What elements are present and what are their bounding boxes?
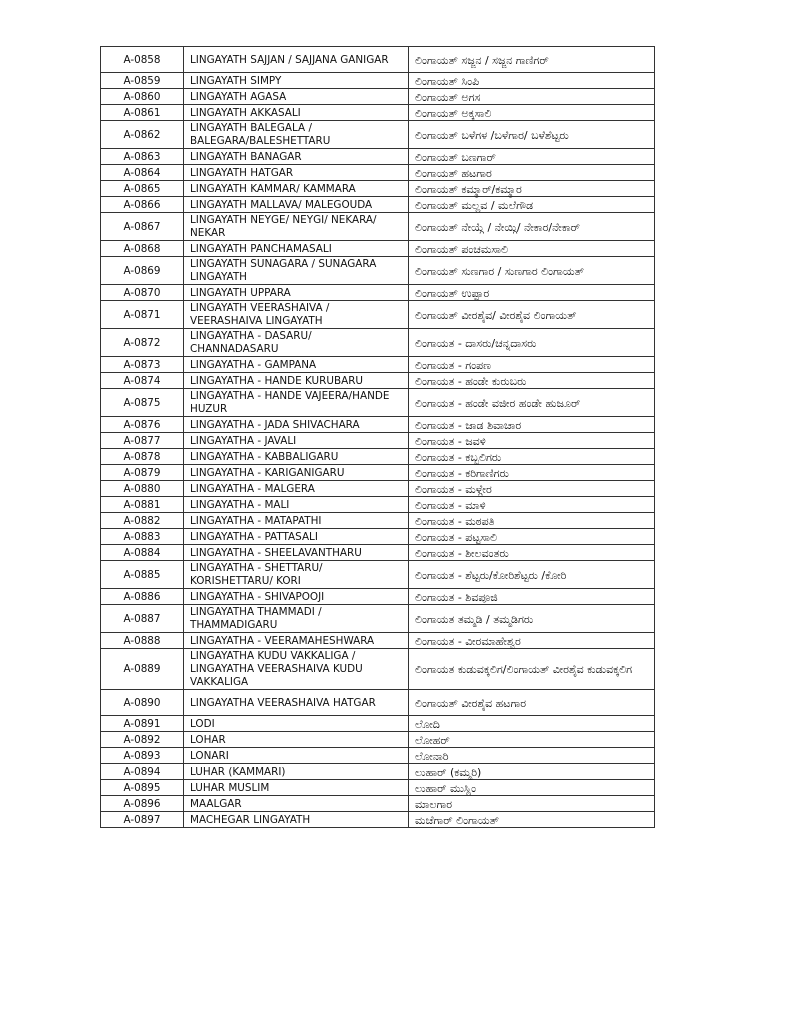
- row-english-name: LUHAR MUSLIM: [184, 780, 409, 796]
- row-kannada-name: ಲಿಂಗಾಯತ - ಪಟ್ಟಸಾಲಿ: [409, 529, 655, 545]
- row-code: A-0886: [101, 589, 184, 605]
- row-code: A-0879: [101, 465, 184, 481]
- row-english-name: LINGAYATHA - KABBALIGARU: [184, 449, 409, 465]
- row-kannada-name: ಲಿಂಗಾಯತ್ ಸಿಂಪಿ: [409, 73, 655, 89]
- table-row: [101, 465, 655, 481]
- row-code: A-0895: [101, 780, 184, 796]
- row-code: A-0873: [101, 357, 184, 373]
- row-code: A-0880: [101, 481, 184, 497]
- row-kannada-name: ಲುಹಾರ್ ಮುಸ್ಲಿಂ: [409, 780, 655, 796]
- row-english-name: LINGAYATHA VEERASHAIVA HATGAR: [184, 690, 409, 716]
- table-row: [101, 449, 655, 465]
- row-code: A-0893: [101, 748, 184, 764]
- row-code: A-0897: [101, 812, 184, 828]
- row-english-name: LINGAYATH BALEGALA / BALEGARA/BALESHETTARU: [184, 121, 409, 149]
- row-english-name: LINGAYATHA - KARIGANIGARU: [184, 465, 409, 481]
- row-kannada-name: ಲಿಂಗಾಯತ - ಶೀಲವಂತರು: [409, 545, 655, 561]
- row-english-name: LINGAYATH SAJJAN / SAJJANA GANIGAR: [184, 47, 409, 73]
- row-english-name: LINGAYATHA - MALI: [184, 497, 409, 513]
- row-code: A-0862: [101, 121, 184, 149]
- table-row: [101, 748, 655, 764]
- row-code: A-0860: [101, 89, 184, 105]
- table-row: [101, 105, 655, 121]
- row-code: A-0876: [101, 417, 184, 433]
- row-kannada-name: ಲಿಂಗಾಯತ್ ಬಳೆಗಳ /ಬಳೆಗಾರ/ ಬಳೆಶೆಟ್ಟರು: [409, 121, 655, 149]
- row-code: A-0889: [101, 649, 184, 690]
- table-row: [101, 561, 655, 589]
- row-code: A-0866: [101, 197, 184, 213]
- table-row: [101, 329, 655, 357]
- row-code: A-0868: [101, 241, 184, 257]
- row-code: A-0882: [101, 513, 184, 529]
- row-english-name: LINGAYATHA - VEERAMAHESHWARA: [184, 633, 409, 649]
- table-row: [101, 481, 655, 497]
- row-code: A-0872: [101, 329, 184, 357]
- table-row: [101, 197, 655, 213]
- table-row: [101, 373, 655, 389]
- table-row: [101, 497, 655, 513]
- row-english-name: LINGAYATHA - HANDE KURUBARU: [184, 373, 409, 389]
- row-english-name: LINGAYATHA - GAMPANA: [184, 357, 409, 373]
- row-english-name: LINGAYATH AGASA: [184, 89, 409, 105]
- table-row: [101, 780, 655, 796]
- row-kannada-name: ಲಿಂಗಾಯತ ತಮ್ಮಡಿ / ತಮ್ಮಡಿಗರು: [409, 605, 655, 633]
- row-kannada-name: ಲೋನಾರಿ: [409, 748, 655, 764]
- row-kannada-name: ಲಿಂಗಾಯತ - ಕರಿಗಾಣಿಗರು: [409, 465, 655, 481]
- table-row: [101, 529, 655, 545]
- row-english-name: LINGAYATHA THAMMADI / THAMMADIGARU: [184, 605, 409, 633]
- row-code: A-0884: [101, 545, 184, 561]
- table-row: [101, 165, 655, 181]
- row-english-name: LINGAYATHA - HANDE VAJEERA/HANDE HUZUR: [184, 389, 409, 417]
- row-english-name: LOHAR: [184, 732, 409, 748]
- table-row: [101, 47, 655, 73]
- table-row: [101, 241, 655, 257]
- table-row: [101, 812, 655, 828]
- row-code: A-0877: [101, 433, 184, 449]
- row-code: A-0896: [101, 796, 184, 812]
- table-row: [101, 213, 655, 241]
- table-row: [101, 89, 655, 105]
- row-kannada-name: ಲಿಂಗಾಯತ - ಜಾಡ ಶಿವಾಚಾರ: [409, 417, 655, 433]
- row-kannada-name: ಲಿಂಗಾಯತ್ ಸುಣಗಾರ / ಸುಣಗಾರ ಲಿಂಗಾಯತ್: [409, 257, 655, 285]
- row-code: A-0864: [101, 165, 184, 181]
- row-english-name: LINGAYATH VEERASHAIVA / VEERASHAIVA LINGAYATH: [184, 301, 409, 329]
- row-english-name: LODI: [184, 716, 409, 732]
- row-code: A-0861: [101, 105, 184, 121]
- row-kannada-name: ಲಿಂಗಾಯತ - ಹಂಡೇ ವಜೀರ ಹಂಡೇ ಹುಜೂರ್: [409, 389, 655, 417]
- row-kannada-name: ಲಿಂಗಾಯತ್ ಸಜ್ಜನ / ಸಜ್ಜನ ಗಾಣಿಗರ್: [409, 47, 655, 73]
- table-row: [101, 589, 655, 605]
- row-code: A-0881: [101, 497, 184, 513]
- row-code: A-0888: [101, 633, 184, 649]
- row-english-name: MACHEGAR LINGAYATH: [184, 812, 409, 828]
- row-kannada-name: ಲಿಂಗಾಯತ - ವೀರಮಾಹೇಶ್ವರ: [409, 633, 655, 649]
- row-english-name: LINGAYATHA - DASARU/ CHANNADASARU: [184, 329, 409, 357]
- table-row: [101, 285, 655, 301]
- row-code: A-0869: [101, 257, 184, 285]
- row-english-name: LINGAYATHA - JAVALI: [184, 433, 409, 449]
- row-kannada-name: ಲಿಂಗಾಯತ್ ಕಮ್ಮಾರ್/ಕಮ್ಮಾರ: [409, 181, 655, 197]
- row-kannada-name: ಲಿಂಗಾಯತ್ ಬಣಗಾರ್: [409, 149, 655, 165]
- table-row: [101, 716, 655, 732]
- row-kannada-name: ಲಿಂಗಾಯತ್ ಅಗಸ: [409, 89, 655, 105]
- row-code: A-0871: [101, 301, 184, 329]
- row-english-name: LINGAYATH NEYGE/ NEYGI/ NEKARA/ NEKAR: [184, 213, 409, 241]
- table-row: [101, 73, 655, 89]
- row-kannada-name: ಮಚೆಗಾರ್ ಲಿಂಗಾಯತ್: [409, 812, 655, 828]
- table-row: [101, 121, 655, 149]
- row-code: A-0892: [101, 732, 184, 748]
- row-kannada-name: ಲಿಂಗಾಯತ್ ಪಂಚಮಸಾಲಿ: [409, 241, 655, 257]
- row-kannada-name: ಲಿಂಗಾಯತ - ಶಿವಪೂಜಿ: [409, 589, 655, 605]
- row-english-name: LUHAR (KAMMARI): [184, 764, 409, 780]
- table-row: [101, 181, 655, 197]
- row-english-name: LINGAYATH AKKASALI: [184, 105, 409, 121]
- row-code: A-0874: [101, 373, 184, 389]
- table-row: [101, 357, 655, 373]
- row-english-name: LINGAYATH HATGAR: [184, 165, 409, 181]
- table-row: [101, 690, 655, 716]
- row-kannada-name: ಲಿಂಗಾಯತ - ಜವಳಿ: [409, 433, 655, 449]
- row-code: A-0887: [101, 605, 184, 633]
- row-english-name: LINGAYATH BANAGAR: [184, 149, 409, 165]
- row-english-name: LINGAYATHA - SHETTARU/ KORISHETTARU/ KORI: [184, 561, 409, 589]
- table-row: [101, 389, 655, 417]
- row-code: A-0867: [101, 213, 184, 241]
- row-kannada-name: ಲಿಂಗಾಯತ್ ನೇಯ್ಗೆ / ನೇಯ್ಗಿ/ ನೇಕಾರ/ನೇಕಾರ್: [409, 213, 655, 241]
- row-code: A-0885: [101, 561, 184, 589]
- table-row: [101, 433, 655, 449]
- row-code: A-0870: [101, 285, 184, 301]
- row-english-name: LINGAYATHA KUDU VAKKALIGA / LINGAYATHA VEERASHAIVA KUDU VAKKALIGA: [184, 649, 409, 690]
- row-kannada-name: ಲಿಂಗಾಯತ - ಮಾಳಿ: [409, 497, 655, 513]
- row-kannada-name: ಲಿಂಗಾಯತ್ ವೀರಶೈವ ಹಟಗಾರ: [409, 690, 655, 716]
- table-row: [101, 796, 655, 812]
- row-english-name: LINGAYATHA - SHIVAPOOJI: [184, 589, 409, 605]
- caste-list-table: [100, 46, 655, 828]
- row-english-name: LINGAYATHA - MALGERA: [184, 481, 409, 497]
- row-code: A-0875: [101, 389, 184, 417]
- row-english-name: LINGAYATH PANCHAMASALI: [184, 241, 409, 257]
- row-english-name: LINGAYATHA - PATTASALI: [184, 529, 409, 545]
- table-body: [101, 47, 655, 828]
- row-english-name: LINGAYATH KAMMAR/ KAMMARA: [184, 181, 409, 197]
- table-row: [101, 605, 655, 633]
- row-code: A-0890: [101, 690, 184, 716]
- table-row: [101, 417, 655, 433]
- table-row: [101, 764, 655, 780]
- row-code: A-0859: [101, 73, 184, 89]
- row-kannada-name: ಲಿಂಗಾಯತ ಕುಡುವಕ್ಕಲಿಗ/ಲಿಂಗಾಯತ್ ವೀರಶೈವ ಕುಡುವಕ್ಕಲಿಗ: [409, 649, 655, 690]
- row-code: A-0858: [101, 47, 184, 73]
- row-english-name: LINGAYATH UPPARA: [184, 285, 409, 301]
- row-kannada-name: ಲುಹಾರ್ (ಕಮ್ಮರಿ): [409, 764, 655, 780]
- row-code: A-0883: [101, 529, 184, 545]
- table-row: [101, 545, 655, 561]
- table-row: [101, 513, 655, 529]
- table-row: [101, 732, 655, 748]
- row-kannada-name: ಮಾಲಗಾರ: [409, 796, 655, 812]
- row-kannada-name: ಲೋದಿ: [409, 716, 655, 732]
- row-code: A-0891: [101, 716, 184, 732]
- table-row: [101, 149, 655, 165]
- row-kannada-name: ಲಿಂಗಾಯತ್ ಮಲ್ಲವ / ಮಲೆಗೌಡ: [409, 197, 655, 213]
- table-row: [101, 633, 655, 649]
- row-english-name: LINGAYATHA - JADA SHIVACHARA: [184, 417, 409, 433]
- table-row: [101, 257, 655, 285]
- row-english-name: LINGAYATHA - MATAPATHI: [184, 513, 409, 529]
- row-kannada-name: ಲಿಂಗಾಯತ - ಶೆಟ್ಟರು/ಕೋರಿಶೆಟ್ಟರು /ಕೋರಿ: [409, 561, 655, 589]
- table-row: [101, 649, 655, 690]
- row-english-name: LONARI: [184, 748, 409, 764]
- row-kannada-name: ಲಿಂಗಾಯತ - ಗಂಪಣ: [409, 357, 655, 373]
- row-kannada-name: ಲಿಂಗಾಯತ - ದಾಸರು/ಚನ್ನದಾಸರು: [409, 329, 655, 357]
- row-english-name: LINGAYATH SIMPY: [184, 73, 409, 89]
- row-kannada-name: ಲೋಹರ್: [409, 732, 655, 748]
- row-kannada-name: ಲಿಂಗಾಯತ - ಮಠಪತಿ: [409, 513, 655, 529]
- row-kannada-name: ಲಿಂಗಾಯತ್ ಅಕ್ಕಸಾಲಿ: [409, 105, 655, 121]
- row-kannada-name: ಲಿಂಗಾಯತ್ ವೀರಶೈವ/ ವೀರಶೈವ ಲಿಂಗಾಯತ್: [409, 301, 655, 329]
- row-kannada-name: ಲಿಂಗಾಯತ - ಹಂಡೇ ಕುರುಬರು: [409, 373, 655, 389]
- row-kannada-name: ಲಿಂಗಾಯತ್ ಹಟಗಾರ: [409, 165, 655, 181]
- row-code: A-0865: [101, 181, 184, 197]
- row-english-name: MAALGAR: [184, 796, 409, 812]
- row-english-name: LINGAYATHA - SHEELAVANTHARU: [184, 545, 409, 561]
- row-kannada-name: ಲಿಂಗಾಯತ್ ಉಪ್ಪಾರ: [409, 285, 655, 301]
- row-kannada-name: ಲಿಂಗಾಯತ - ಕಬ್ಬಲಿಗರು: [409, 449, 655, 465]
- row-code: A-0878: [101, 449, 184, 465]
- row-code: A-0863: [101, 149, 184, 165]
- row-english-name: LINGAYATH SUNAGARA / SUNAGARA LINGAYATH: [184, 257, 409, 285]
- row-code: A-0894: [101, 764, 184, 780]
- row-kannada-name: ಲಿಂಗಾಯತ - ಮಳ್ಗೇರ: [409, 481, 655, 497]
- table-row: [101, 301, 655, 329]
- row-english-name: LINGAYATH MALLAVA/ MALEGOUDA: [184, 197, 409, 213]
